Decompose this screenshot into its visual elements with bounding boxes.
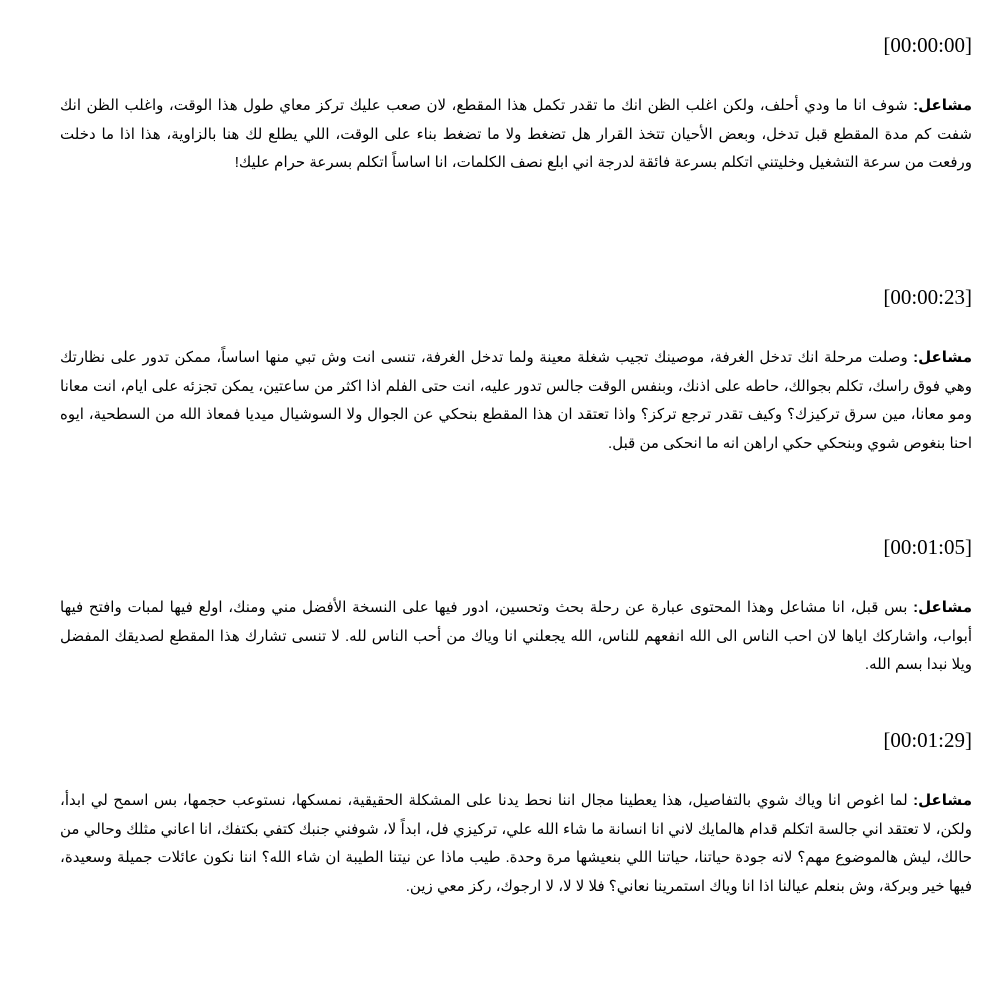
speaker-label: مشاعل:: [913, 349, 972, 366]
paragraph: [60, 594, 972, 680]
paragraph-text: بس قبل، انا مشاعل وهذا المحتوى عبارة عن رحلة بحث وتحسين، ادور فيها على النسخة الأفضل مني ومنك، اولع فيها لمبات وافتح فيها أبواب، واشاركك اياها لان احب الناس الى الله انفعهم للناس، الله يجعلني انا وياك من أحب الناس لله. لا تنسى تشارك هذا المقطع لصديقك المفضل ويلا نبدا بسم الله.: [60, 599, 972, 673]
paragraph-text: شوف انا ما ودي أحلف، ولكن اغلب الظن انك ما تقدر تكمل هذا المقطع، لان صعب عليك تركز معاي طول هذا الوقت، واغلب الظن انك شفت كم مدة المقطع قبل تدخل، وبعض الأحيان تتخذ القرار هل تضغط ولا ما تضغط بناء على الوقت، اللي يطلع لك هنا بالزاوية، هذا اذا ما دخلت ورفعت من سرعة التشغيل وخليتني اتكلم بسرعة فائقة لدرجة اني ابلع نصف الكلمات، انا اساساً اتكلم بسرعة حرام عليك!: [60, 97, 972, 171]
transcript-segment: [60, 535, 972, 695]
timestamp: [00:01:29]: [883, 728, 972, 752]
paragraph: [60, 92, 972, 178]
speaker-label: مشاعل:: [913, 599, 972, 616]
paragraph-text: لما اغوص انا وياك شوي بالتفاصيل، هذا يعطينا مجال اننا نحط يدنا على المشكلة الحقيقية، نمسكها، نستوعب حجمها، بس اسمح لي ابدأ، ولكن، لا تعتقد اني جالسة اتكلم قدام هالمايك لاني انا انسانة ما شاء الله علي، تركيزي فل، ابداً لا، شوفني جنبك كتفي بكتفك، انا اعاني مثلك وحالي من حالك، ليش هالموضوع مهم؟ لانه جودة حياتنا، حياتنا اللي بنعيشها مرة وحدة. طيب ماذا عن نيتنا الطيبة ان شاء الله؟ اننا نكون عائلات جميلة وسعيدة، فيها خير وبركة، وش بنعلم عيالنا اذا انا وياك استمرينا نعاني؟ فلا لا لا، لا ارجوك، ركز معي زين.: [60, 792, 972, 895]
transcript-segment: [60, 285, 972, 473]
transcript-segment: [60, 728, 972, 916]
transcript-segment: [60, 33, 972, 193]
paragraph: [60, 344, 972, 458]
timestamp: [00:01:05]: [883, 535, 972, 559]
paragraph: [60, 787, 972, 901]
speaker-label: مشاعل:: [913, 792, 972, 809]
paragraph-text: وصلت مرحلة انك تدخل الغرفة، موصينك تجيب شغلة معينة ولما تدخل الغرفة، تنسى انت وش تبي منها اساساً، ممكن تدور على نظارتك وهي فوق راسك، تكلم بجوالك، حاطه على اذنك، وبنفس الوقت جالس تدور عليه، انت حتى الفلم اذا اكثر من ساعتين، يمكن تجزئه على ايام، انت معانا ومو معانا، مين سرق تركيزك؟ وكيف تقدر ترجع تركز؟ واذا تعتقد ان هذا المقطع بنحكي عن الجوال ولا السوشيال ميديا فمعاذ الله من السطحية، ايوه احنا بنغوص شوي وبنحكي حكي اراهن انه ما انحكى من قبل.: [60, 349, 972, 452]
timestamp: [00:00:23]: [883, 285, 972, 309]
speaker-label: مشاعل:: [913, 97, 972, 114]
timestamp: [00:00:00]: [883, 33, 972, 57]
